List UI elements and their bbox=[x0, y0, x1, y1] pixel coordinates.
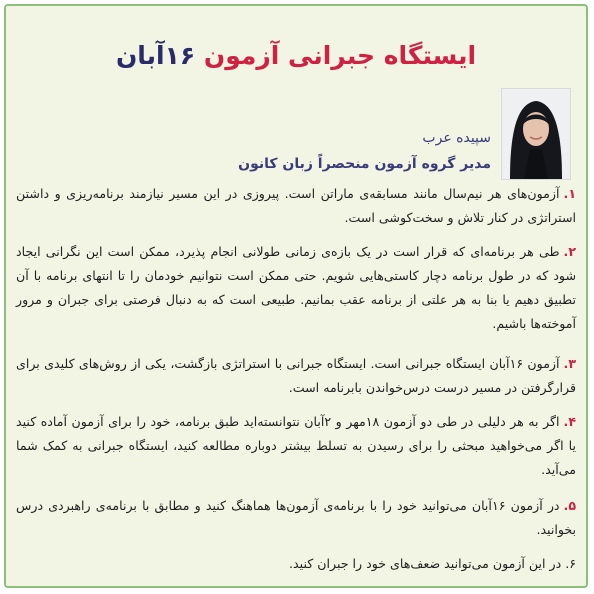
article-card bbox=[4, 4, 588, 588]
item-text: در این آزمون می‌توانید ضعف‌های خود را جبران کنید. bbox=[289, 556, 562, 571]
title-date: ۱۶آبان bbox=[115, 41, 196, 70]
item-text: اگر به هر دلیلی در طی دو آزمون ۱۸مهر و ۲آبان نتوانسته‌اید طبق برنامه، خود را برای آزمون آماده کنید یا اگر می‌خواهید مبحثی را برای رسیدن به تسلط بیشتر دوباره مطالعه کنید، ایستگاه جبرانی به کمک شما می‌آید. bbox=[16, 414, 576, 477]
item-text: آزمون‌های هر نیم‌سال مانند مسابقه‌ی ماراتن است. پیروزی در این مسیر نیازمند برنامه‌ریزی و داشتن استراتژی در کنار تلاش و سخت‌کوشی است. bbox=[16, 186, 576, 225]
author-name: سپیده عرب bbox=[422, 130, 491, 146]
item-number: ۴. bbox=[563, 414, 576, 429]
list-item bbox=[16, 352, 576, 400]
item-number: ۱. bbox=[563, 186, 576, 201]
list-item bbox=[16, 494, 576, 542]
author-photo bbox=[501, 88, 571, 180]
item-number: ۳. bbox=[563, 356, 576, 371]
author-portrait-image bbox=[502, 89, 570, 179]
article-title bbox=[6, 36, 586, 76]
item-number: ۵. bbox=[563, 498, 577, 513]
title-main: ایستگاه جبرانی آزمون bbox=[203, 41, 477, 70]
item-number: ۶. bbox=[565, 556, 576, 571]
author-role: مدیر گروه آزمون منحصراً زبان کانون bbox=[238, 156, 491, 172]
list-item bbox=[16, 240, 576, 336]
item-text: آزمون ۱۶آبان ایستگاه جبرانی است. ایستگاه جبرانی با استراتژی بازگشت، یکی از روش‌های کلیدی برای قرارگرفتن در مسیر درست درس‌خواندن بابرنامه است. bbox=[16, 356, 576, 395]
item-text: طی هر برنامه‌ای که قرار است در یک بازه‌ی زمانی طولانی انجام پذیرد، ممکن است این نگرانی ایجاد شود که در طول برنامه دچار کاستی‌هایی شویم. حتی ممکن است نتوانیم خودمان را تا انتهای برنامه با آن تطبیق دهیم یا بنا به هر علتی از برنامه عقب بمانیم. طبیعی است که به دنبال فرصتی برای جبران و مرور آموخته‌ها باشیم. bbox=[16, 244, 576, 331]
list-item bbox=[16, 182, 576, 230]
item-number: ۲. bbox=[563, 244, 576, 259]
item-text: در آزمون ۱۶آبان می‌توانید خود را با برنامه‌ی آزمون‌ها هماهنگ کنید و مطابق با برنامه‌ی راهبردی درس بخوانید. bbox=[16, 498, 576, 537]
list-item bbox=[16, 410, 576, 482]
list-item bbox=[16, 552, 576, 576]
